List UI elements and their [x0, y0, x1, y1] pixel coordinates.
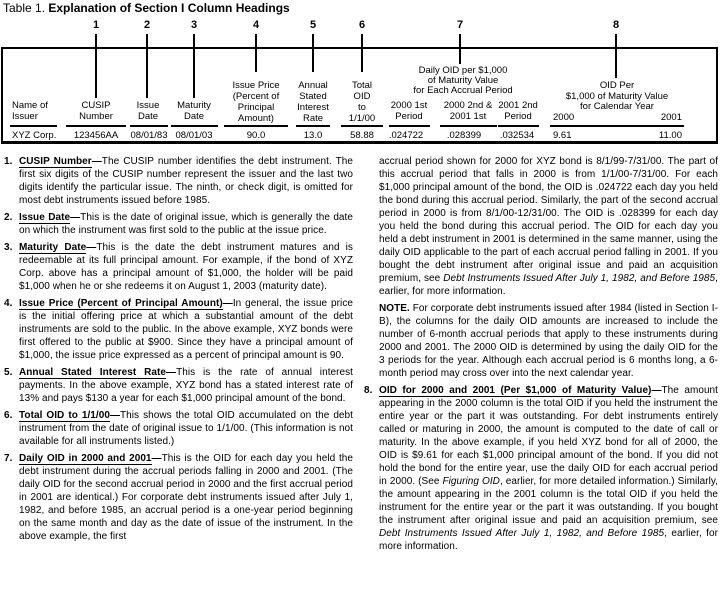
cell-issuer: XYZ Corp.: [12, 130, 57, 141]
cell-total-oid: 58.88: [350, 130, 374, 141]
item-heading: Maturity Date: [19, 242, 87, 253]
group-header-oid-per-year: OID Per $1,000 of Maturity Value for Calendar Year: [565, 80, 669, 112]
column-header-2000-2nd-2001-1st: 2000 2nd & 2001 1st: [443, 100, 493, 122]
header-rule-period-2: [440, 125, 497, 127]
callout-number-5: 5: [309, 19, 317, 31]
note-label: NOTE.: [379, 303, 410, 314]
item-text: [19, 366, 353, 405]
item-number: 5.: [4, 367, 13, 378]
callout-number-3: 3: [190, 19, 198, 31]
list-item-1: [4, 155, 353, 207]
item-body: , earlier, for more detailed information.) Similarly, the amount appearing in the 2001 column is the total OID if you held the instrument for the entire year or the part it was outstanding. If you bought the instrument after original issue and paid an acquisition premium, see: [379, 476, 718, 526]
item-text: [19, 297, 353, 362]
item-number: 7.: [4, 453, 13, 464]
header-rule-total-oid: [341, 125, 383, 127]
callout-number-1: 1: [92, 19, 100, 31]
em-dash: —: [151, 453, 162, 464]
item-body: In general, the issue price is the initial offering price at which a substantial amount of the debt instruments are sold to the public. In the above example, XYZ bonds were first offered to the public at $900. Since they have a principal amount of $1,000, the issue price expressed as a percent of principal amount is 90.: [19, 298, 353, 361]
cell-daily-oid-period-3: .032534: [499, 130, 535, 141]
item-heading: CUSIP Number: [19, 156, 92, 167]
item-number: 2.: [4, 212, 13, 223]
list-item-3: [4, 241, 353, 293]
list-item-5: [4, 366, 353, 405]
cell-issue-price: 90.0: [246, 130, 266, 141]
item-heading: Annual Stated Interest Rate: [19, 367, 166, 378]
item-body: This is the rate of annual interest payments. In the above example, XYZ bond has a stated interest rate of 13% and pays $130 a year for each $1,000 principal amount of the bond.: [19, 367, 354, 404]
group-header-daily-oid: Daily OID per $1,000 of Maturity Value for Each Accrual Period: [413, 65, 513, 96]
paragraph-text: , earlier, for more information.: [379, 273, 718, 297]
table-figure: [0, 0, 721, 150]
item-number: 1.: [4, 156, 13, 167]
column-header-interest-rate: Annual Stated Interest Rate: [297, 80, 329, 124]
header-rule-period-3: [498, 125, 539, 127]
item-text: [19, 452, 353, 543]
column-header-year-2000: 2000: [553, 112, 575, 123]
list-item-8: [364, 384, 718, 553]
header-rule-interest-rate: [296, 125, 330, 127]
header-rule-period-1: [389, 125, 430, 127]
table-title: [3, 1, 290, 15]
item-heading: OID for 2000 and 2001 (Per $1,000 of Maturity Value): [379, 385, 652, 396]
italic-reference: Figuring OID: [442, 476, 500, 487]
em-dash: —: [651, 385, 662, 396]
em-dash: —: [222, 298, 233, 309]
note-text: For corporate debt instruments issued after 1984 (listed in Section I-B), the columns for the daily OID amounts are increased to include the number of 6-month accrual periods that apply to these instruments during 2000 and 2001. The 2000 OID is determined by using the daily OID for the 3 periods for the year. Although each accrual period is 6 months long, a 6-month period may cross over into the next calendar year.: [379, 303, 718, 379]
cell-daily-oid-period-1: .024722: [388, 130, 424, 141]
item-heading: Daily OID in 2000 and 2001: [19, 453, 152, 464]
cell-issue-date: 08/01/83: [130, 130, 168, 141]
em-dash: —: [166, 367, 177, 378]
item-body: This shows the total OID accumulated on the debt instrument from the date of original issue to 1/1/00. (This information is not available for all instruments listed.): [19, 410, 353, 447]
item-7-continuation: [364, 155, 718, 298]
item-body: The amount appearing in the 2000 column is the total OID if you held the instrument the entire year or the part it was outstanding. For debt instruments entirely called or maturing in 2000, the amount is computed to the date of call or maturity. In the above example, if you held XYZ bond for all of 2000, the OID is $9.61 for each $1,000 principal amount of the bond. If you did not hold the bond for the entire year, use the daily OID for each accrual period in 2000. (See: [379, 385, 718, 487]
item-heading: Issue Price (Percent of Principal Amount): [19, 298, 223, 309]
item-number: 8.: [364, 385, 373, 396]
item-body: This is the date of original issue, which is generally the date on which the instrument was first sold to the public at the issue price.: [19, 212, 353, 236]
cell-daily-oid-period-2: .028399: [446, 130, 482, 141]
list-item-7: [4, 452, 353, 543]
italic-reference: Debt Instruments Issued After July 1, 1982, and Before 1985: [443, 273, 716, 284]
item-text: [19, 155, 353, 207]
callout-number-8: 8: [612, 19, 620, 31]
cell-oid-2000: 9.61: [553, 130, 572, 141]
em-dash: —: [91, 156, 102, 167]
item-text: [19, 211, 353, 237]
cell-oid-2001: 11.00: [658, 130, 682, 141]
callout-number-2: 2: [143, 19, 151, 31]
item-body: This is the OID for each day you held the debt instrument during the accrual periods falling in 2000 and 2001. (The daily OID for the second accrual period in 2000 and the first accrual period in 2001 are identical.) For corporate debt instruments issued after July 1, 1982, and before 1985, an accrual period is a one-year period beginning on the same month and day as the date of issue of the instrument. In the above example, the first: [19, 453, 353, 542]
item-heading: Issue Date: [19, 212, 71, 223]
italic-reference: Debt Instruments Issued After July 1, 1982, and Before 1985: [379, 528, 665, 539]
column-header-2000-1st-period: 2000 1st Period: [390, 100, 428, 122]
list-item-4: [4, 297, 353, 362]
header-rule-maturity-date: [171, 125, 218, 127]
header-rule-oid-per-year: [550, 125, 684, 127]
item-text: [19, 241, 353, 293]
cell-cusip: 123456AA: [73, 130, 119, 141]
table-title-text: Explanation of Section I Column Headings: [48, 1, 290, 15]
callout-number-7: 7: [456, 19, 464, 31]
header-rule-issuer: [10, 125, 57, 127]
column-header-total-oid: Total OID to 1/1/00: [348, 80, 376, 124]
note-paragraph: [364, 302, 718, 380]
cell-maturity-date: 08/01/03: [175, 130, 213, 141]
list-item-6: [4, 409, 353, 448]
table-number-label: Table 1.: [3, 1, 49, 15]
callout-number-6: 6: [358, 19, 366, 31]
em-dash: —: [86, 242, 97, 253]
list-item-2: [4, 211, 353, 237]
header-rule-issue-price: [224, 125, 288, 127]
item-number: 3.: [4, 242, 13, 253]
column-header-year-2001: 2001: [660, 112, 682, 123]
item-text: [19, 409, 353, 448]
item-heading: Total OID to 1/1/00: [19, 410, 110, 421]
item-number: 4.: [4, 298, 13, 309]
column-header-2001-2nd-period: 2001 2nd Period: [498, 100, 538, 122]
column-header-cusip: CUSIP Number: [79, 100, 113, 122]
column-header-issue-price: Issue Price (Percent of Principal Amount): [232, 80, 280, 124]
item-body: This is the date the debt instrument matures and is redeemable at its full principal amount. For example, if the bond of XYZ Corp. above has a principal amount of $1,000, the holder will be paid $1,000 when he or she redeems it on August 1, 2003 (maturity date).: [19, 242, 353, 292]
paragraph-text: accrual period shown for 2000 for XYZ bond is 8/1/99-7/31/00. The part of this accrual period that falls in 2000 is from 1/1/00-7/31/00. For each $1,000 principal amount of the bond, the OID is .024722 each day you held the bond during this accrual period. Similarly, the part of the second accrual period in 2000 is from 8/1/00-12/31/00. The OID is .028399 for each day you held the bond during this accrual period. The OID for each day you held a debt instrument in 2001 is determined in the same manner, using the daily OID applicable to the part of each accrual period falling in 2001. If you bought the debt instrument after original issue and paid an acquisition premium, see: [379, 156, 718, 284]
header-rule-cusip: [66, 125, 126, 127]
item-number: 6.: [4, 410, 13, 421]
column-header-maturity-date: Maturity Date: [177, 100, 211, 122]
item-body: , earlier, for more information.: [379, 528, 718, 552]
body-right-column: [364, 155, 718, 557]
callout-number-4: 4: [252, 19, 260, 31]
column-header-issue-date: Issue Date: [136, 100, 160, 122]
body-left-column: [4, 155, 353, 547]
column-header-issuer: Name of Issuer: [12, 100, 48, 122]
item-text: [379, 384, 718, 553]
header-rule-issue-date: [130, 125, 168, 127]
item-body: The CUSIP number identifies the debt instrument. The first six digits of the CUSIP number represent the issuer and the last two digits identify the particular issue. The ninth, or check digit, is omitted for most debt instruments issued before 1985.: [19, 156, 353, 206]
em-dash: —: [70, 212, 81, 223]
cell-interest-rate: 13.0: [303, 130, 323, 141]
em-dash: —: [109, 410, 121, 421]
